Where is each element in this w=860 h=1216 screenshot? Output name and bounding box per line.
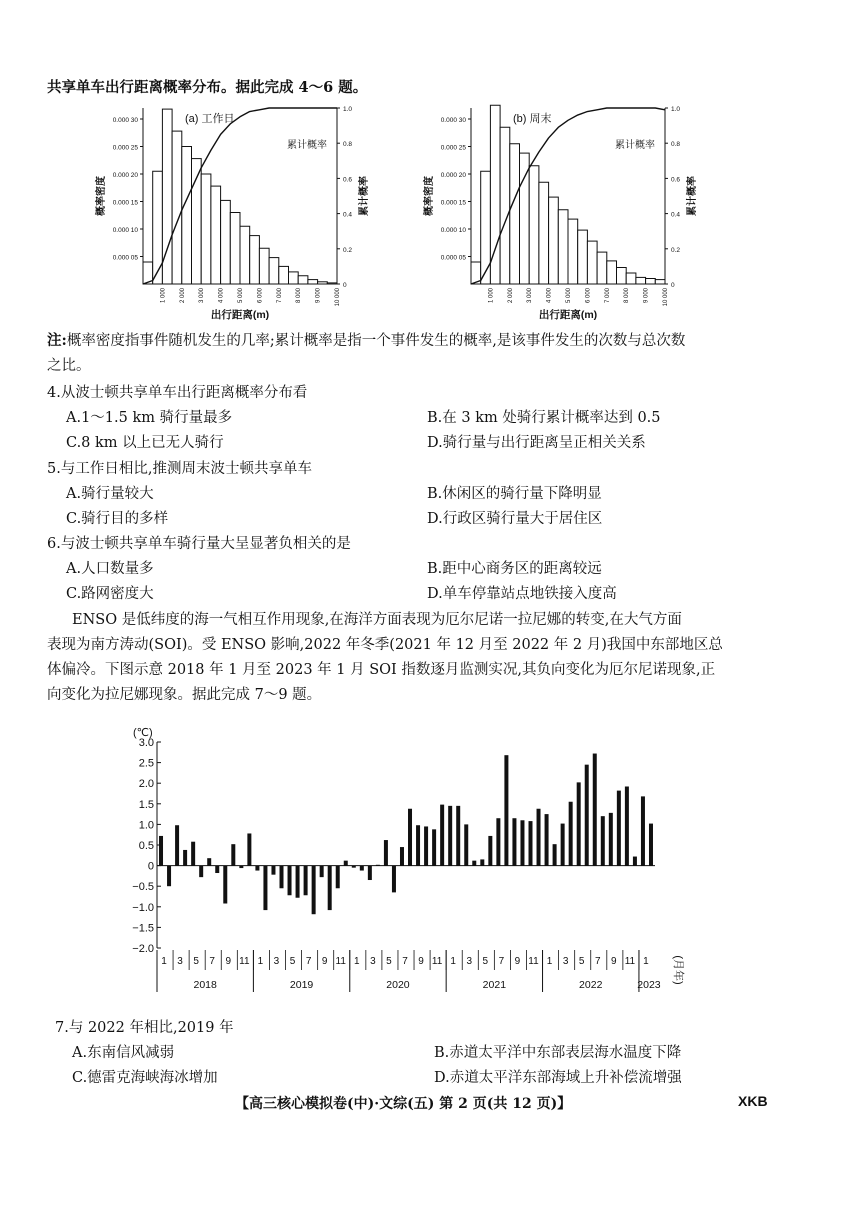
soi-month-label: 1 (257, 956, 264, 967)
passage-line-3: 体偏冷。下图示意 2018 年 1 月至 2023 年 1 月 SOI 指数逐月监测实况,其负向变化为厄尔尼诺现象,正 (47, 662, 716, 678)
soi-month-label: 1 (546, 956, 553, 967)
chart-weekend (418, 100, 748, 330)
soi-month-label: 1 (643, 956, 649, 967)
soi-month-label: 3 (177, 956, 183, 967)
soi-month-label: 1 (354, 956, 360, 967)
soi-y-tick-label: 1.0 (138, 819, 154, 832)
chart-a-right-tick-label: 0.8 (343, 141, 353, 149)
note-label: 注: (47, 332, 67, 349)
chart-b-bar (529, 166, 539, 284)
chart-a-x-tick-label: 3 000 (199, 288, 206, 304)
soi-bar (368, 866, 372, 880)
soi-bar (280, 866, 284, 889)
chart-b-bar (655, 280, 665, 284)
soi-month-label: 3 (370, 956, 376, 967)
soi-bar (288, 866, 292, 896)
chart-a-x-tick-label: 6 000 (257, 288, 264, 304)
soi-bar (183, 850, 187, 866)
soi-bar (215, 866, 219, 873)
soi-bar (328, 866, 332, 910)
chart-a-right-tick-label: 0.6 (343, 176, 353, 184)
chart-a-right-tick-label: 0 (343, 282, 347, 289)
chart-b-x-tick-label: 6 000 (585, 288, 592, 304)
soi-bar (504, 755, 508, 865)
soi-bar (440, 805, 444, 866)
chart-a-bar (289, 272, 299, 284)
chart-a-y-left-label: 概率密度 (96, 176, 107, 216)
chart-b-left-tick-label: 0.000 25 (440, 144, 466, 152)
q5-option-d: D.行政区骑行量大于居住区 (427, 511, 603, 527)
soi-month-label: 1 (161, 956, 167, 967)
soi-month-label: 9 (418, 956, 424, 967)
chart-a-bar (201, 174, 211, 284)
chart-b-right-tick-label: 1.0 (671, 106, 681, 113)
footer-code: XKB (738, 1093, 768, 1109)
passage-line-4: 向变化为拉尼娜现象。据此完成 7～9 题。 (47, 687, 322, 703)
note-line-2: 之比。 (47, 358, 91, 374)
chart-b-bar (578, 230, 588, 284)
chart-b-bar (510, 144, 520, 284)
soi-bar (271, 866, 275, 875)
q5-option-a: A.骑行量较大 (66, 486, 154, 502)
soi-bar (520, 820, 524, 865)
question-6-stem: 6.与波士顿共享单车骑行量大呈显著负相关的是 (47, 536, 351, 552)
soi-month-label: 5 (482, 956, 489, 967)
soi-month-label: 5 (193, 956, 199, 967)
q6-option-c: C.路网密度大 (66, 586, 154, 602)
soi-bar (263, 866, 267, 910)
soi-year-label: 2020 (386, 979, 410, 991)
soi-y-tick-label: 3.0 (138, 737, 154, 749)
chart-b-line-label: 累计概率 (615, 140, 655, 151)
chart-a-bar (298, 276, 308, 284)
chart-b-x-label: 出行距离(m) (538, 309, 598, 321)
soi-bar (344, 861, 348, 866)
chart-a-left-tick-label: 0.000 05 (112, 254, 138, 262)
soi-bar (472, 861, 476, 866)
soi-y-tick-label: −2.0 (132, 943, 154, 955)
chart-b-left-tick-label: 0.000 10 (440, 227, 466, 234)
chart-a-x-tick-label: 5 000 (238, 288, 244, 304)
chart-b-bar (558, 210, 568, 284)
chart-b-bar (626, 273, 636, 284)
chart-b-bar (539, 182, 549, 284)
chart-a-bar (308, 280, 318, 284)
chart-a-bar (279, 266, 289, 284)
q7-option-c: C.德雷克海峡海冰增加 (72, 1070, 218, 1086)
chart-b-bar (587, 241, 597, 284)
soi-bar (609, 813, 613, 866)
soi-bar (480, 859, 484, 865)
chart-a-line-label: 累计概率 (287, 140, 327, 151)
soi-month-label: 1 (450, 956, 456, 967)
soi-month-label: 7 (402, 956, 408, 967)
soi-bar (553, 844, 557, 865)
chart-b-right-tick-label: 0.2 (671, 246, 681, 254)
chart-a-left-tick-label: 0.000 30 (112, 117, 138, 124)
chart-a-bar (240, 226, 250, 284)
soi-bar (633, 857, 637, 866)
soi-month-label: 9 (321, 956, 328, 967)
chart-b-left-tick-label: 0.000 30 (440, 117, 466, 124)
soi-y-tick-label: −1.0 (132, 901, 154, 914)
chart-a-bar (211, 186, 221, 284)
soi-month-label: 3 (466, 956, 473, 967)
question-4-stem: 4.从波士顿共享单车出行距离概率分布看 (47, 385, 308, 401)
chart-b-title: (b) 周末 (513, 113, 552, 125)
soi-x-axis-label: (月年) (672, 955, 684, 985)
q7-option-a: A.东南信风减弱 (72, 1045, 175, 1061)
q7-option-d: D.赤道太平洋东部海域上升补偿流增强 (434, 1070, 682, 1086)
soi-month-label: 11 (624, 956, 636, 967)
soi-bar (223, 866, 227, 904)
note-text: 概率密度指事件随机发生的几率;累计概率是指一个事件发生的概率,是该事件发生的次数与总次数 (66, 333, 686, 349)
soi-bar (488, 836, 492, 866)
chart-b-x-tick-label: 1 000 (488, 288, 495, 304)
soi-bar (569, 802, 573, 866)
chart-a-bar (230, 213, 240, 285)
chart-a-bar (250, 236, 260, 284)
q4-option-d: D.骑行量与出行距离呈正相关关系 (427, 435, 646, 451)
soi-bar (231, 844, 235, 865)
soi-bar (561, 824, 565, 866)
q6-option-a: A.人口数量多 (66, 561, 154, 577)
soi-month-label: 3 (273, 956, 280, 967)
passage-line-2: 表现为南方涛动(SOI)。受 ENSO 影响,2022 年冬季(2021 年 12 月至 2022 年 2 月)我国中东部地区总 (47, 637, 723, 653)
soi-y-tick-label: 0 (147, 860, 154, 873)
soi-bar (456, 806, 460, 866)
passage-line-1: ENSO 是低纬度的海一气相互作用现象,在海洋方面表现为厄尔尼诺一拉尼娜的转变,在大气方面 (72, 612, 682, 628)
chart-a-left-tick-label: 0.000 25 (112, 144, 138, 152)
soi-bar (247, 833, 251, 865)
chart-a-title: (a) 工作日 (185, 113, 235, 125)
soi-bar (336, 866, 340, 889)
chart-a-x-tick-label: 10 000 (335, 288, 341, 307)
chart-a-bar (153, 171, 163, 284)
soi-bar (320, 866, 324, 878)
chart-a-bar (259, 248, 269, 284)
soi-bar (360, 866, 364, 871)
soi-month-label: 7 (209, 956, 215, 967)
q4-option-a: A.1～1.5 km 骑行量最多 (66, 410, 233, 426)
chart-b-right-tick-label: 0.4 (671, 211, 681, 219)
intro-text: 共享单车出行距离概率分布。据此完成 4～6 题。 (47, 79, 368, 96)
chart-b-x-tick-label: 3 000 (527, 288, 534, 304)
soi-bar (625, 786, 629, 865)
soi-month-label: 11 (239, 956, 250, 967)
soi-bar (352, 866, 356, 868)
chart-b-bar (549, 197, 559, 284)
soi-month-label: 7 (305, 956, 312, 967)
chart-a-left-tick-label: 0.000 15 (112, 199, 138, 207)
soi-bar (199, 866, 203, 878)
soi-bar (207, 858, 211, 865)
soi-bar (167, 866, 171, 887)
soi-y-tick-label: −1.5 (132, 922, 154, 935)
soi-bar (191, 842, 195, 866)
chart-b-right-tick-label: 0.6 (671, 176, 681, 184)
chart-a-left-tick-label: 0.000 20 (112, 172, 138, 179)
soi-bar (416, 825, 420, 865)
soi-month-label: 9 (611, 956, 617, 967)
soi-month-label: 9 (514, 956, 521, 967)
soi-month-label: 3 (562, 956, 569, 967)
chart-b-left-tick-label: 0.000 05 (440, 254, 466, 262)
soi-year-label: 2019 (289, 979, 314, 991)
soi-bar (424, 826, 428, 865)
chart-b-x-tick-label: 2 000 (507, 288, 514, 304)
soi-bar (159, 836, 163, 866)
q4-option-c: C.8 km 以上已无人骑行 (66, 435, 224, 451)
soi-bar (545, 814, 549, 866)
soi-month-label: 7 (594, 956, 601, 967)
soi-y-tick-label: 0.5 (138, 840, 154, 852)
chart-a-bar (269, 258, 279, 284)
chart-b-left-tick-label: 0.000 15 (440, 199, 466, 207)
chart-a-bar (221, 200, 231, 284)
chart-b-bar (481, 171, 491, 284)
chart-a-x-tick-label: 7 000 (276, 288, 283, 304)
soi-bar (400, 847, 404, 866)
chart-soi (100, 720, 720, 1002)
soi-bar (239, 866, 243, 868)
soi-y-tick-label: 1.5 (138, 798, 154, 811)
soi-bar (175, 825, 179, 865)
footer-page-info: 【高三核心模拟卷(中)·文综(五) 第 2 页(共 12 页)】 (235, 1096, 572, 1112)
chart-b-bar (500, 127, 510, 284)
question-5-stem: 5.与工作日相比,推测周末波士顿共享单车 (47, 461, 312, 477)
chart-b-right-tick-label: 0 (671, 282, 675, 289)
chart-b-bar (617, 268, 627, 285)
soi-bar (577, 782, 581, 865)
soi-month-label: 11 (335, 956, 346, 967)
chart-b-bar (568, 219, 578, 284)
chart-b-x-tick-label: 8 000 (624, 288, 631, 304)
soi-year-label: 2022 (579, 979, 603, 991)
chart-a-bar (182, 147, 192, 285)
question-7-stem: 7.与 2022 年相比,2019 年 (55, 1020, 234, 1036)
soi-month-label: 11 (528, 956, 539, 967)
soi-month-label: 5 (289, 956, 296, 967)
soi-bar (432, 829, 436, 865)
soi-bar (649, 824, 653, 866)
soi-bar (537, 809, 541, 866)
q6-option-b: B.距中心商务区的距离较远 (427, 561, 602, 577)
q4-option-b: B.在 3 km 处骑行累计概率达到 0.5 (427, 410, 661, 426)
soi-year-label: 2018 (193, 979, 217, 991)
chart-b-x-tick-label: 10 000 (663, 288, 669, 307)
soi-bar (593, 754, 597, 866)
chart-a-x-tick-label: 2 000 (179, 288, 186, 304)
soi-bar (408, 809, 412, 866)
soi-bar (496, 818, 500, 865)
soi-bar (384, 840, 388, 866)
q5-option-c: C.骑行目的多样 (66, 511, 169, 527)
chart-b-x-tick-label: 9 000 (643, 288, 650, 304)
chart-a-x-tick-label: 9 000 (315, 288, 322, 304)
soi-month-label: 9 (225, 956, 232, 967)
q6-option-d: D.单车停靠站点地铁接入度高 (427, 586, 617, 602)
soi-year-label: 2021 (482, 979, 507, 991)
chart-a-x-tick-label: 1 000 (160, 288, 167, 304)
soi-month-label: 5 (386, 956, 392, 967)
chart-a-right-tick-label: 1.0 (343, 106, 353, 113)
soi-y-tick-label: 2.5 (138, 757, 154, 770)
chart-b-bar (636, 277, 646, 284)
soi-bar (641, 796, 645, 865)
chart-a-x-label: 出行距离(m) (210, 309, 270, 321)
soi-month-label: 11 (431, 956, 443, 967)
chart-b-x-tick-label: 5 000 (566, 288, 572, 304)
chart-a-left-tick-label: 0.000 10 (112, 227, 138, 234)
chart-a-right-tick-label: 0.2 (343, 246, 353, 254)
chart-a-right-tick-label: 0.4 (343, 211, 353, 219)
soi-bar (304, 866, 308, 896)
q5-option-b: B.休闲区的骑行量下降明显 (427, 486, 602, 502)
soi-y-tick-label: −0.5 (132, 881, 154, 894)
soi-bar (529, 821, 533, 865)
soi-bar (392, 866, 396, 893)
chart-b-bar (607, 261, 617, 284)
chart-b-y-left-label: 概率密度 (424, 176, 435, 216)
soi-bar (376, 865, 380, 866)
chart-a-x-tick-label: 8 000 (296, 288, 303, 304)
soi-y-tick-label: 2.0 (138, 778, 154, 791)
chart-a-x-tick-label: 4 000 (218, 288, 225, 304)
note-line-1 (47, 329, 685, 350)
q7-option-b: B.赤道太平洋中东部表层海水温度下降 (434, 1045, 682, 1061)
chart-workday (90, 100, 420, 330)
chart-b-x-tick-label: 4 000 (546, 288, 553, 304)
soi-bar (617, 791, 621, 866)
soi-bar (312, 866, 316, 915)
chart-b-left-tick-label: 0.000 20 (440, 172, 466, 179)
soi-bar (296, 866, 300, 898)
chart-b-x-tick-label: 7 000 (604, 288, 611, 304)
chart-b-right-tick-label: 0.8 (671, 141, 681, 149)
soi-unit-label: (℃) (133, 727, 153, 739)
soi-bar (585, 765, 589, 866)
soi-bar (601, 816, 605, 865)
soi-year-label: 2023 (637, 979, 661, 991)
chart-b-bar (646, 279, 656, 285)
chart-b-bar (597, 252, 607, 284)
chart-a-y-right-label: 累计概率 (359, 176, 370, 216)
chart-b-bar (520, 153, 530, 284)
soi-month-label: 7 (498, 956, 505, 967)
soi-bar (464, 824, 468, 865)
soi-bar (512, 818, 516, 865)
chart-b-y-right-label: 累计概率 (687, 176, 698, 216)
soi-bar (448, 806, 452, 866)
soi-bar (255, 866, 259, 871)
chart-a-bar (172, 131, 182, 284)
soi-month-label: 5 (578, 956, 585, 967)
